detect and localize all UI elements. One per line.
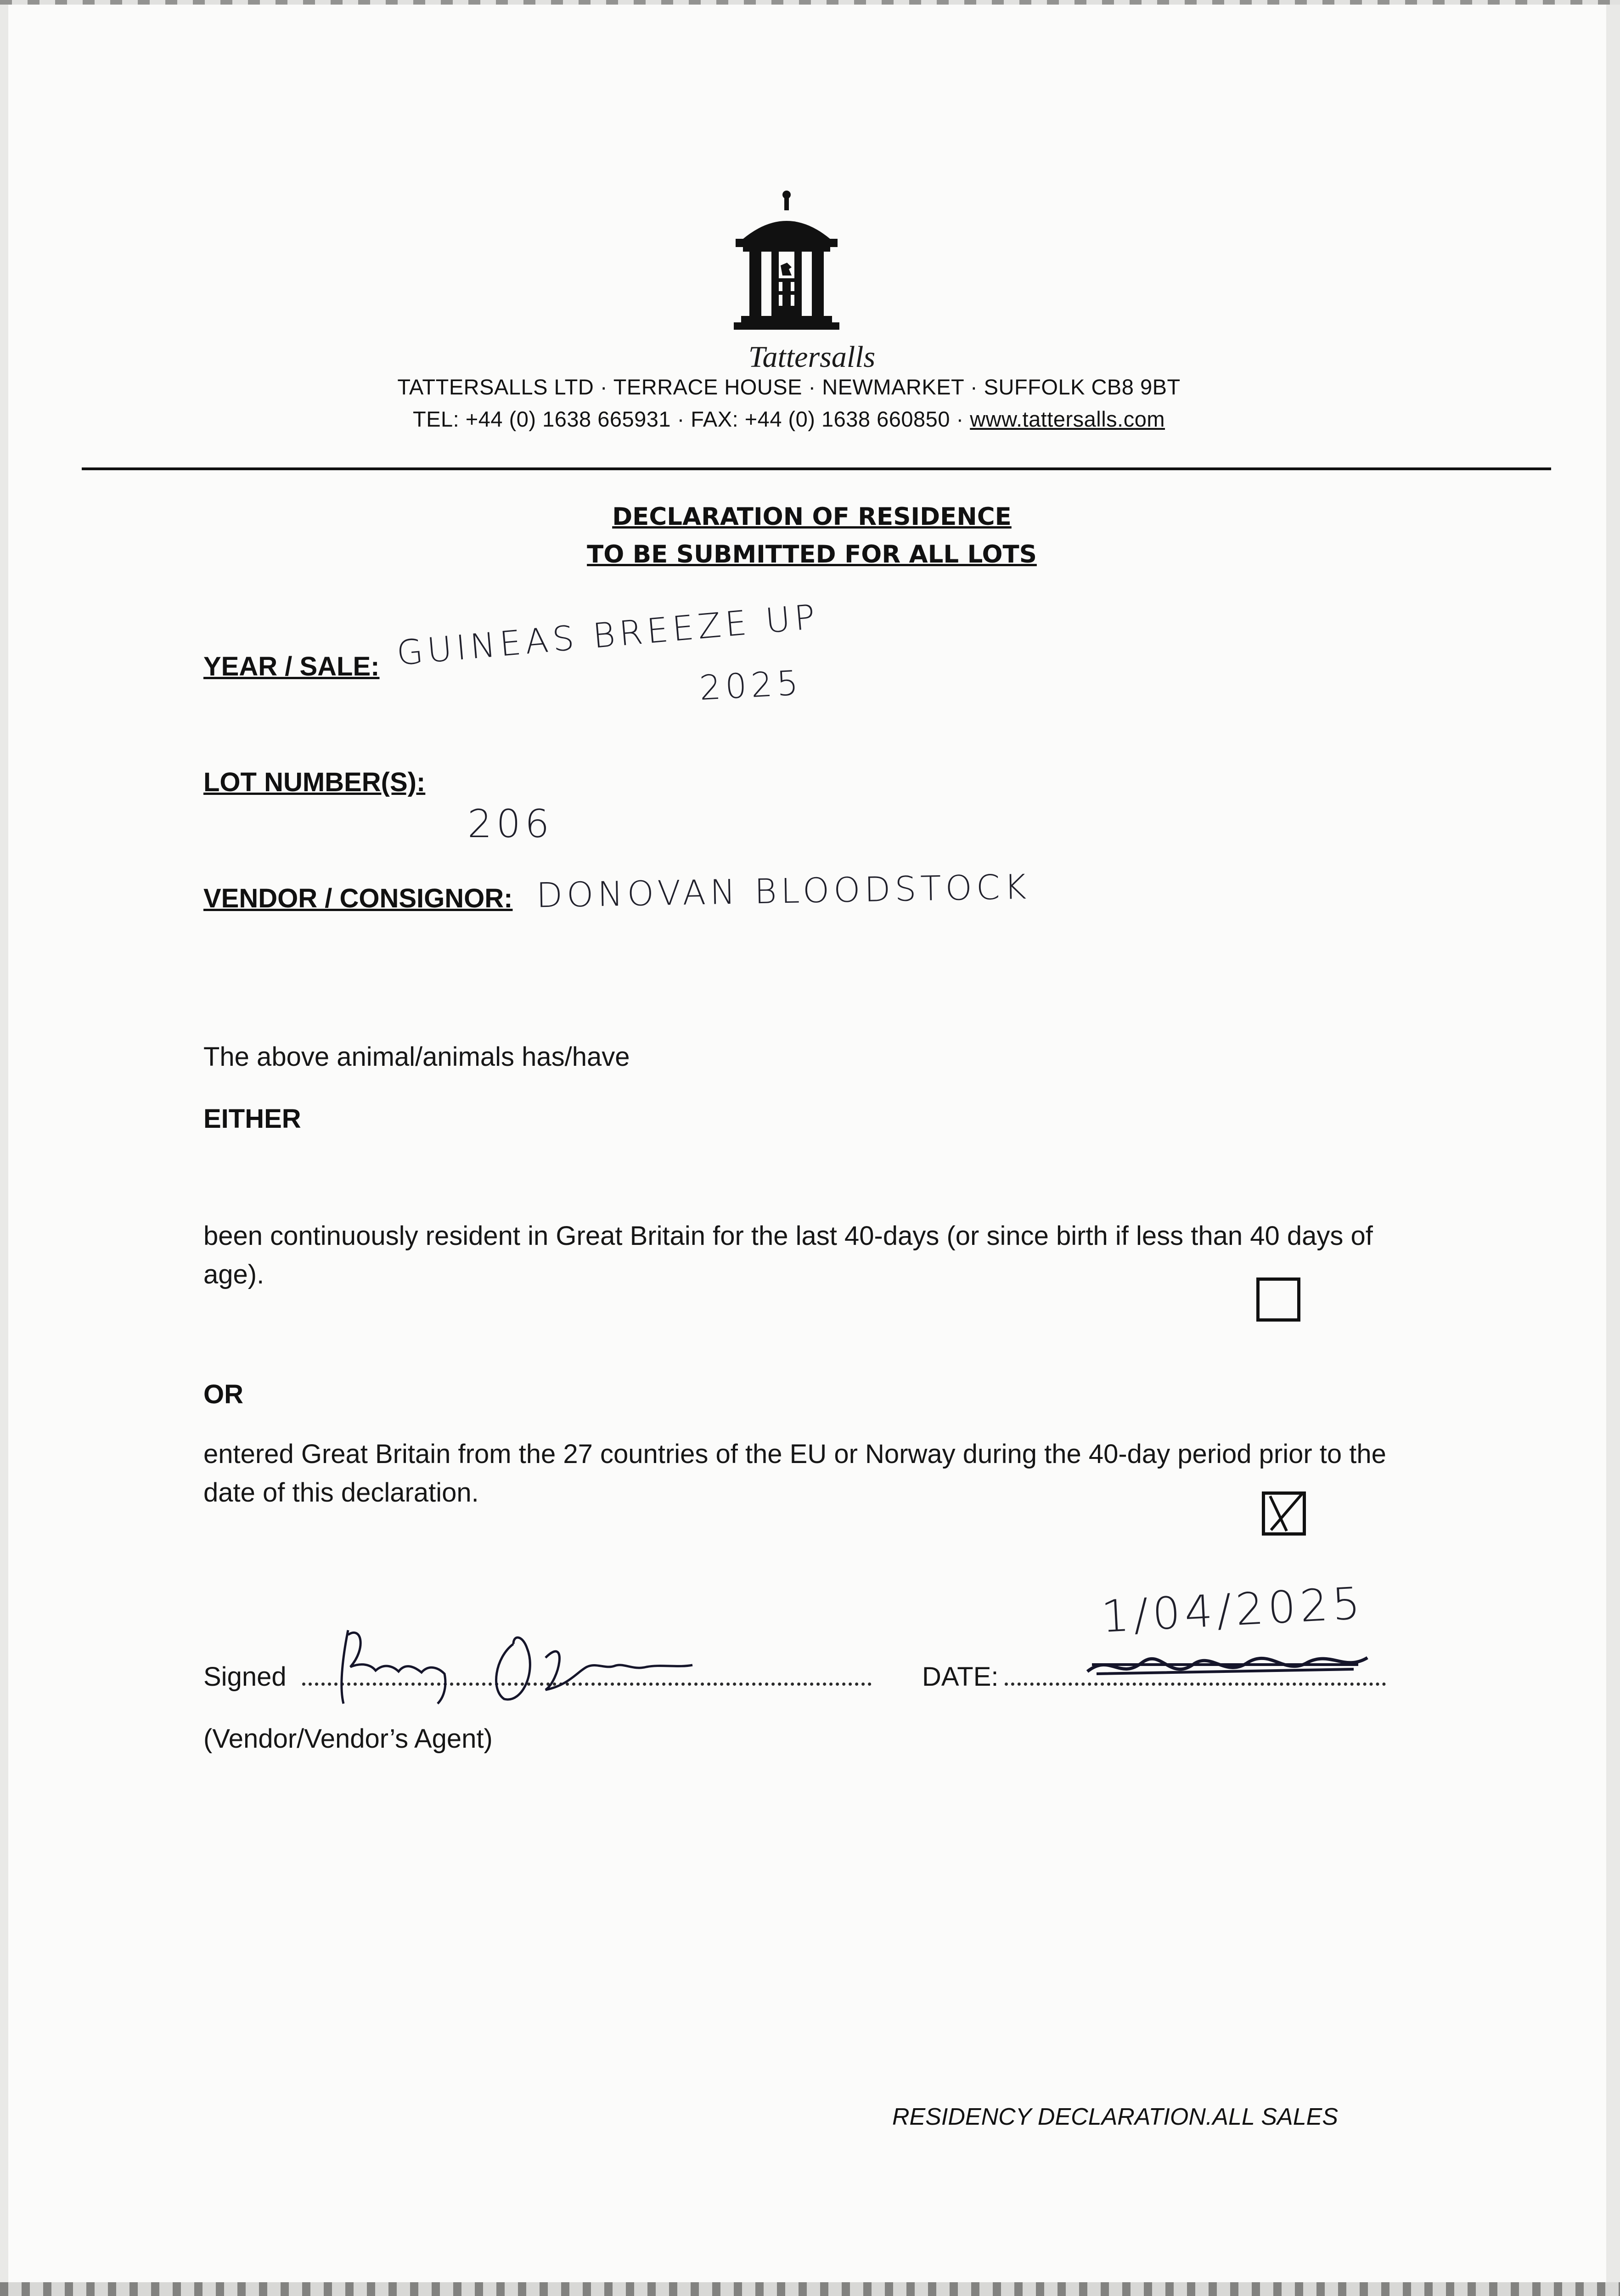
website-link[interactable]: www.tattersalls.com (970, 407, 1165, 431)
checkbox-x-mark-icon (1262, 1491, 1306, 1536)
contact-line (192, 406, 1386, 432)
footer-text: RESIDENCY DECLARATION.ALL SALES (892, 2104, 1339, 2130)
or-label: OR (203, 1379, 243, 1409)
lot-number-label: LOT NUMBER(S): (203, 767, 426, 797)
document-title: DECLARATION OF RESIDENCE (612, 503, 1012, 531)
year-sale-value[interactable]: GUINEAS BREEZE UP (395, 597, 821, 673)
entered-from-eu-checkbox[interactable] (1262, 1491, 1306, 1536)
brand-name: Tattersalls (748, 340, 876, 374)
either-label: EITHER (203, 1104, 301, 1134)
handwritten-signature[interactable] (330, 1616, 752, 1708)
vendor-consignor-label: VENDOR / CONSIGNOR: (203, 884, 513, 913)
scan-top-edge (0, 0, 1620, 5)
declaration-page (8, 5, 1606, 2282)
crossed-out-date-scribble (1083, 1644, 1377, 1685)
signed-label: Signed (203, 1662, 287, 1692)
year-sale-label: YEAR / SALE: (203, 652, 380, 681)
year-sale-year[interactable]: 2025 (698, 663, 804, 708)
vendor-consignor-value[interactable]: DONOVAN BLOODSTOCK (536, 867, 1031, 916)
company-address: TATTERSALLS LTD · TERRACE HOUSE · NEWMARKET · SUFFOLK CB8 9BT (397, 375, 1181, 399)
option-continuous-residence: been continuously resident in Great Britain for the last 40-days (or since birth if less than 40 days of age). (203, 1221, 1373, 1289)
date-label: DATE: (922, 1662, 999, 1692)
tattersalls-logo-icon (729, 188, 844, 340)
statement-intro: The above animal/animals has/have (203, 1042, 630, 1072)
date-value[interactable]: 1/04/2025 (1100, 1577, 1366, 1643)
lot-number-value[interactable]: 206 (467, 801, 554, 846)
option-entered-from-eu: entered Great Britain from the 27 countries of the EU or Norway during the 40-day period prior to the date of this declaration. (203, 1439, 1386, 1508)
continuous-residence-checkbox[interactable] (1256, 1277, 1300, 1322)
phone-fax: TEL: +44 (0) 1638 665931 · FAX: +44 (0) 1638 660850 · (412, 407, 970, 431)
header-divider (82, 467, 1551, 470)
vendor-agent-label: (Vendor/Vendor’s Agent) (203, 1724, 493, 1754)
document-subtitle: TO BE SUBMITTED FOR ALL LOTS (587, 540, 1037, 568)
scan-bottom-edge (0, 2282, 1620, 2296)
